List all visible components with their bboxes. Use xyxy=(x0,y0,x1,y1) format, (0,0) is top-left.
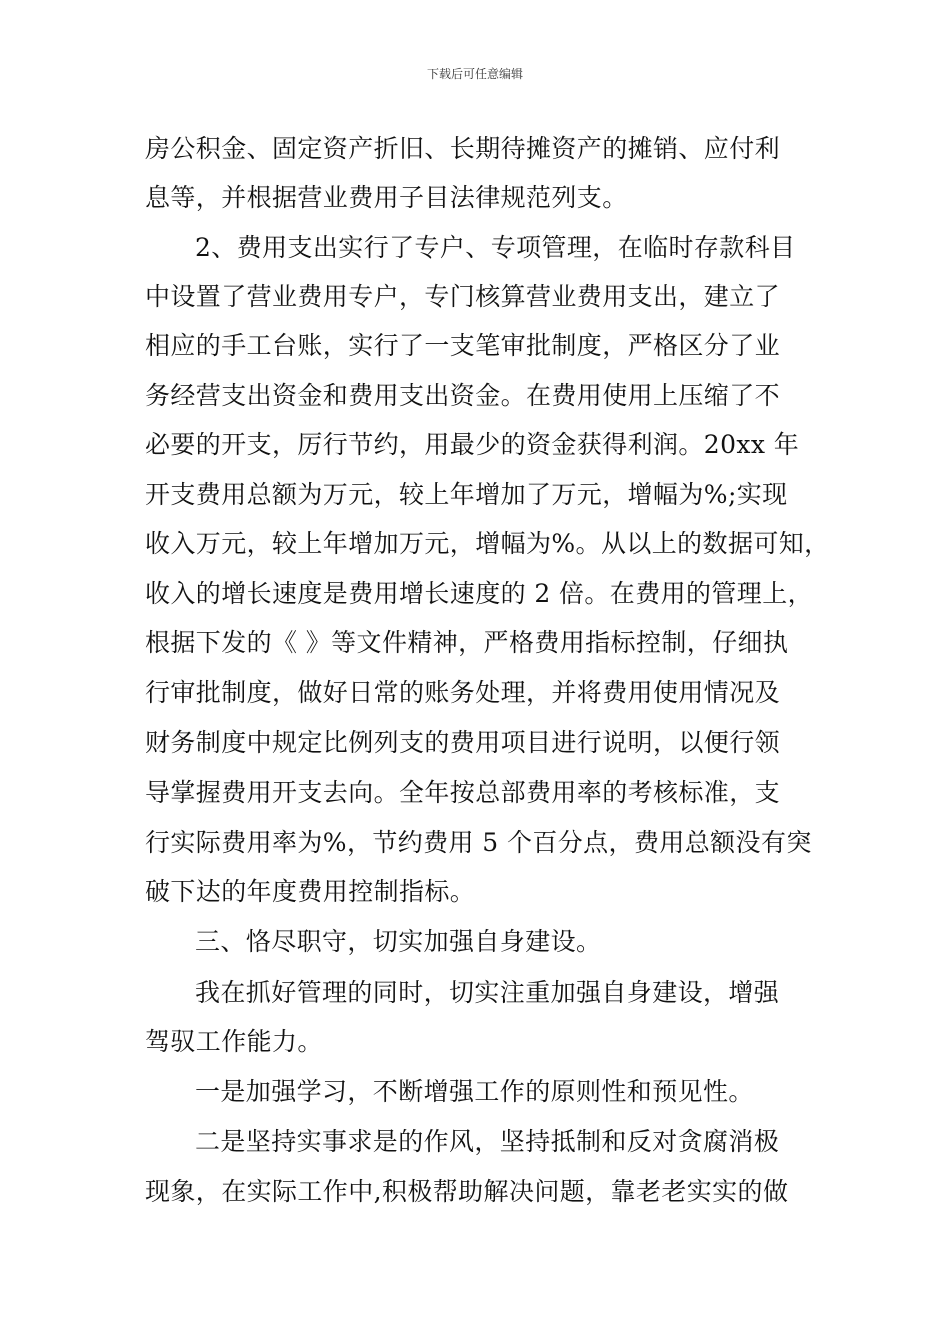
text-line: 房公积金、固定资产折旧、长期待摊资产的摊销、应付利 xyxy=(145,134,781,163)
text-line: 开支费用总额为万元，较上年增加了万元，增幅为%;实现 xyxy=(145,480,788,509)
text-line: 收入的增长速度是费用增长速度的 2 倍。在费用的管理上， xyxy=(145,579,814,608)
text-line: 息等，并根据营业费用子目法律规范列支。 xyxy=(145,183,628,212)
text-line: 导掌握费用开支去向。全年按总部费用率的考核标准，支 xyxy=(145,778,781,807)
text-line: 相应的手工台账，实行了一支笔审批制度，严格区分了业 xyxy=(145,331,781,360)
text-line: 我在抓好管理的同时，切实注重加强自身建设，增强 xyxy=(195,978,780,1007)
text-line: 驾驭工作能力。 xyxy=(145,1027,323,1056)
text-line: 2、费用支出实行了专户、专项管理，在临时存款科目 xyxy=(195,233,796,262)
text-line: 中设置了营业费用专户，专门核算营业费用支出，建立了 xyxy=(145,282,781,311)
text-line: 三、恪尽职守，切实加强自身建设。 xyxy=(195,927,602,956)
text-line: 现象，在实际工作中,积极帮助解决问题，靠老老实实的做 xyxy=(145,1177,789,1206)
text-line: 根据下发的《 》等文件精神，严格费用指标控制，仔细执 xyxy=(145,628,789,657)
text-line: 行实际费用率为%，节约费用 5 个百分点，费用总额没有突 xyxy=(145,828,812,857)
text-line: 必要的开支，厉行节约，用最少的资金获得利润。20xx 年 xyxy=(145,430,800,459)
page-header: 下载后可任意编辑 xyxy=(426,67,523,81)
text-line: 财务制度中规定比例列支的费用项目进行说明，以便行领 xyxy=(145,728,781,757)
text-line: 二是坚持实事求是的作风，坚持抵制和反对贪腐消极 xyxy=(195,1127,780,1156)
text-line: 收入万元，较上年增加万元，增幅为%。从以上的数据可知， xyxy=(145,529,830,558)
text-line: 一是加强学习，不断增强工作的原则性和预见性。 xyxy=(195,1077,754,1106)
text-line: 破下达的年度费用控制指标。 xyxy=(145,877,476,906)
text-line: 务经营支出资金和费用支出资金。在费用使用上压缩了不 xyxy=(145,381,781,410)
text-line: 行审批制度，做好日常的账务处理，并将费用使用情况及 xyxy=(145,678,781,707)
